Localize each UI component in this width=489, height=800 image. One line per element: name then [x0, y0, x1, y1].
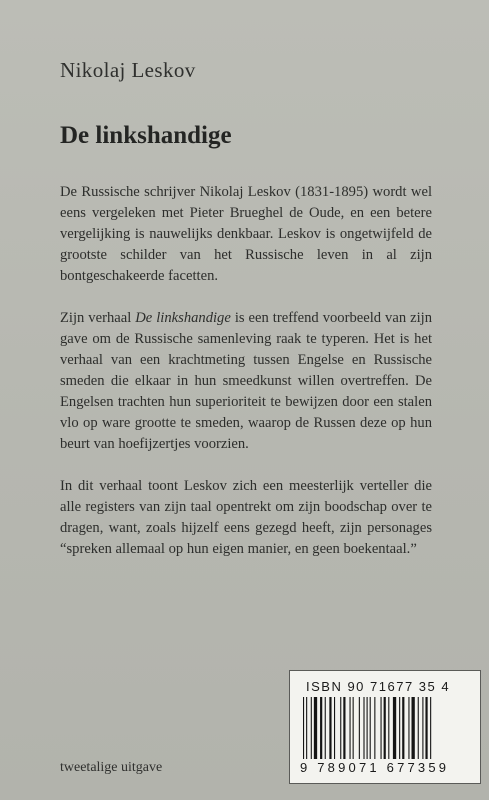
barcode-bar	[363, 697, 364, 759]
barcode-bar	[303, 697, 304, 759]
blurb-paragraph-3: In dit verhaal toont Leskov zich een meesterlijk verteller die alle registers van zijn taal opentrekt om zijn boodschap over te dragen, want, zoals hijzelf eens gezegd heeft, zijn personages “spreken allemaal op hun eigen manier, en geen boekentaal.”	[60, 478, 432, 557]
barcode-bar	[325, 697, 326, 759]
barcode-bar	[306, 697, 307, 759]
blurb	[60, 182, 432, 581]
barcode-bar	[353, 697, 354, 759]
author-name: Nikolaj Leskov	[60, 58, 196, 82]
title-reference: De linkshandige	[135, 310, 231, 326]
barcode-bar	[350, 697, 351, 759]
barcode-bar	[320, 697, 322, 759]
barcode-bar	[359, 697, 360, 759]
barcode-bar	[314, 697, 317, 759]
barcode-bar	[343, 697, 345, 759]
barcode-bar	[388, 697, 389, 759]
paragraph-2-rest: is een treffend voorbeeld van zijn gave om de Russische samenleving raak te typeren. Het is het verhaal van een krachtmeting tussen Engelse en Russische smeden die elkaar in hun smeedkunst willen overtreffen. De Engelsen trachten hun superioriteit te bewijzen door een stalen vlo op ware grootte te smeden, waarop de Russen deze op hun beurt van hoefijzertjes voorzien.	[60, 310, 432, 452]
barcode-bar	[334, 697, 335, 759]
barcode-bar	[430, 697, 431, 759]
book-title: De linkshandige	[60, 122, 232, 149]
barcode-bar	[425, 697, 427, 759]
barcode-bar	[393, 697, 396, 759]
barcode-bar	[381, 697, 382, 759]
barcode-bar	[402, 697, 404, 759]
barcode-bar	[311, 697, 312, 759]
barcode-bar	[418, 697, 419, 759]
blurb-paragraph-1: De Russische schrijver Nikolaj Leskov (1831-1895) wordt wel eens vergeleken met Pieter Brueghel de Oude, en een betere vergelijking is nauwelijks denkbaar. Leskov is ongetwijfeld de grootste schilder van het Russische leven in al zijn bontgeschakeerde facetten.	[60, 184, 432, 284]
barcode-bar	[340, 697, 341, 759]
edition-note: tweetalige uitgave	[60, 760, 163, 775]
barcode-bar	[374, 697, 375, 759]
barcode-bar	[329, 697, 331, 759]
barcode-bar	[412, 697, 415, 759]
barcode-bar	[422, 697, 423, 759]
barcode-bar	[408, 697, 409, 759]
barcode-bar	[384, 697, 386, 759]
barcode-bar	[399, 697, 400, 759]
blurb-paragraph-2	[60, 308, 432, 455]
isbn-label: ISBN 90 71677 35 4	[306, 679, 451, 694]
barcode-panel	[289, 670, 481, 784]
barcode-bar	[367, 697, 368, 759]
barcode-bars	[302, 697, 470, 759]
paragraph-2-intro: Zijn verhaal	[60, 310, 136, 326]
ean-digits: 9 789071 677359	[300, 760, 450, 775]
barcode-bar	[370, 697, 371, 759]
